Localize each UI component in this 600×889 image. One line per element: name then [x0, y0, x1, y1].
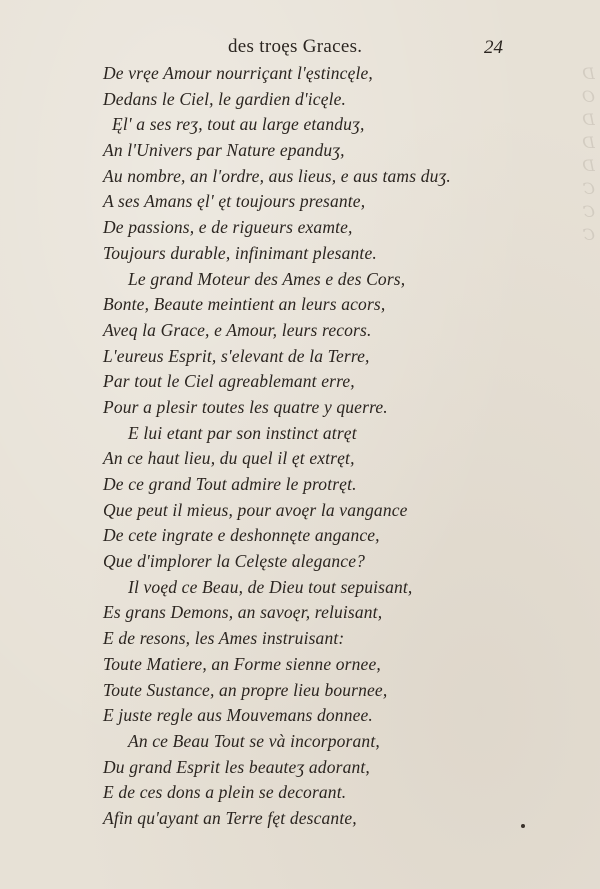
- poem-line: De cete ingrate e deshonnęte angance,: [103, 525, 380, 546]
- page-number: 24: [484, 37, 503, 58]
- poem-line: Le grand Moteur des Ames e des Cors,: [128, 268, 406, 289]
- poem-line: Que peut il mieus, pour avoęr la vangance: [103, 499, 408, 520]
- poem-line: E lui etant par son instinct atręt: [128, 422, 357, 443]
- bleed-through-text: D O D D D C C C: [581, 64, 595, 244]
- poem-line: An ce haut lieu, du quel il ęt extręt,: [103, 448, 355, 469]
- poem-line: De passions, e de rigueurs examte,: [103, 217, 353, 238]
- running-head: des troęs Graces.: [228, 36, 363, 57]
- poem-line: Ęl' a ses reʒ, tout au large etanduʒ,: [112, 114, 365, 135]
- poem-line: Toujours durable, infinimant plesante.: [103, 242, 377, 263]
- poem-line: Que d'implorer la Celęste alegance?: [103, 551, 366, 572]
- poem-line: Toute Sustance, an propre lieu bournee,: [103, 679, 388, 700]
- poem-line: Es grans Demons, an savoęr, reluisant,: [103, 602, 383, 623]
- poem-line: Au nombre, an l'ordre, aus lieus, e aus tams duʒ.: [103, 165, 451, 186]
- poem-line: Pour a plesir toutes les quatre y querre.: [103, 396, 388, 417]
- poem-line: Du grand Esprit les beauteʒ adorant,: [103, 756, 370, 777]
- ink-speck: [521, 824, 525, 828]
- poem-line: An ce Beau Tout se và incorporant,: [128, 730, 380, 751]
- poem-line: Toute Matiere, an Forme sienne ornee,: [103, 653, 381, 674]
- poem-line: L'eureus Esprit, s'elevant de la Terre,: [103, 345, 370, 366]
- poem-line: Bonte, Beaute meintient an leurs acors,: [103, 294, 386, 315]
- poem-line: Dedans le Ciel, le gardien d'icęle.: [103, 88, 347, 109]
- poem-text: [0, 61, 600, 832]
- poem-line: Afin qu'ayant an Terre fęt descante,: [103, 807, 357, 828]
- poem-line: De ce grand Tout admire le protręt.: [103, 474, 357, 494]
- page-header: [0, 36, 600, 60]
- poem-line: A ses Amans ęl' ęt toujours presante,: [103, 191, 366, 212]
- poem-line: E juste regle aus Mouvemans donnee.: [103, 705, 373, 726]
- poem-line: E de ces dons a plein se decorant.: [103, 782, 347, 803]
- poem-line: Il voęd ce Beau, de Dieu tout sepuisant,: [128, 576, 413, 597]
- poem-line: De vręe Amour nourriçant l'ęstincęle,: [103, 63, 373, 83]
- poem-line: Par tout le Ciel agreablemant erre,: [103, 371, 355, 392]
- poem-line: An l'Univers par Nature epanduʒ,: [103, 140, 345, 161]
- poem-line: Aveq la Grace, e Amour, leurs recors.: [103, 319, 372, 340]
- poem-line: E de resons, les Ames instruisant:: [103, 628, 345, 649]
